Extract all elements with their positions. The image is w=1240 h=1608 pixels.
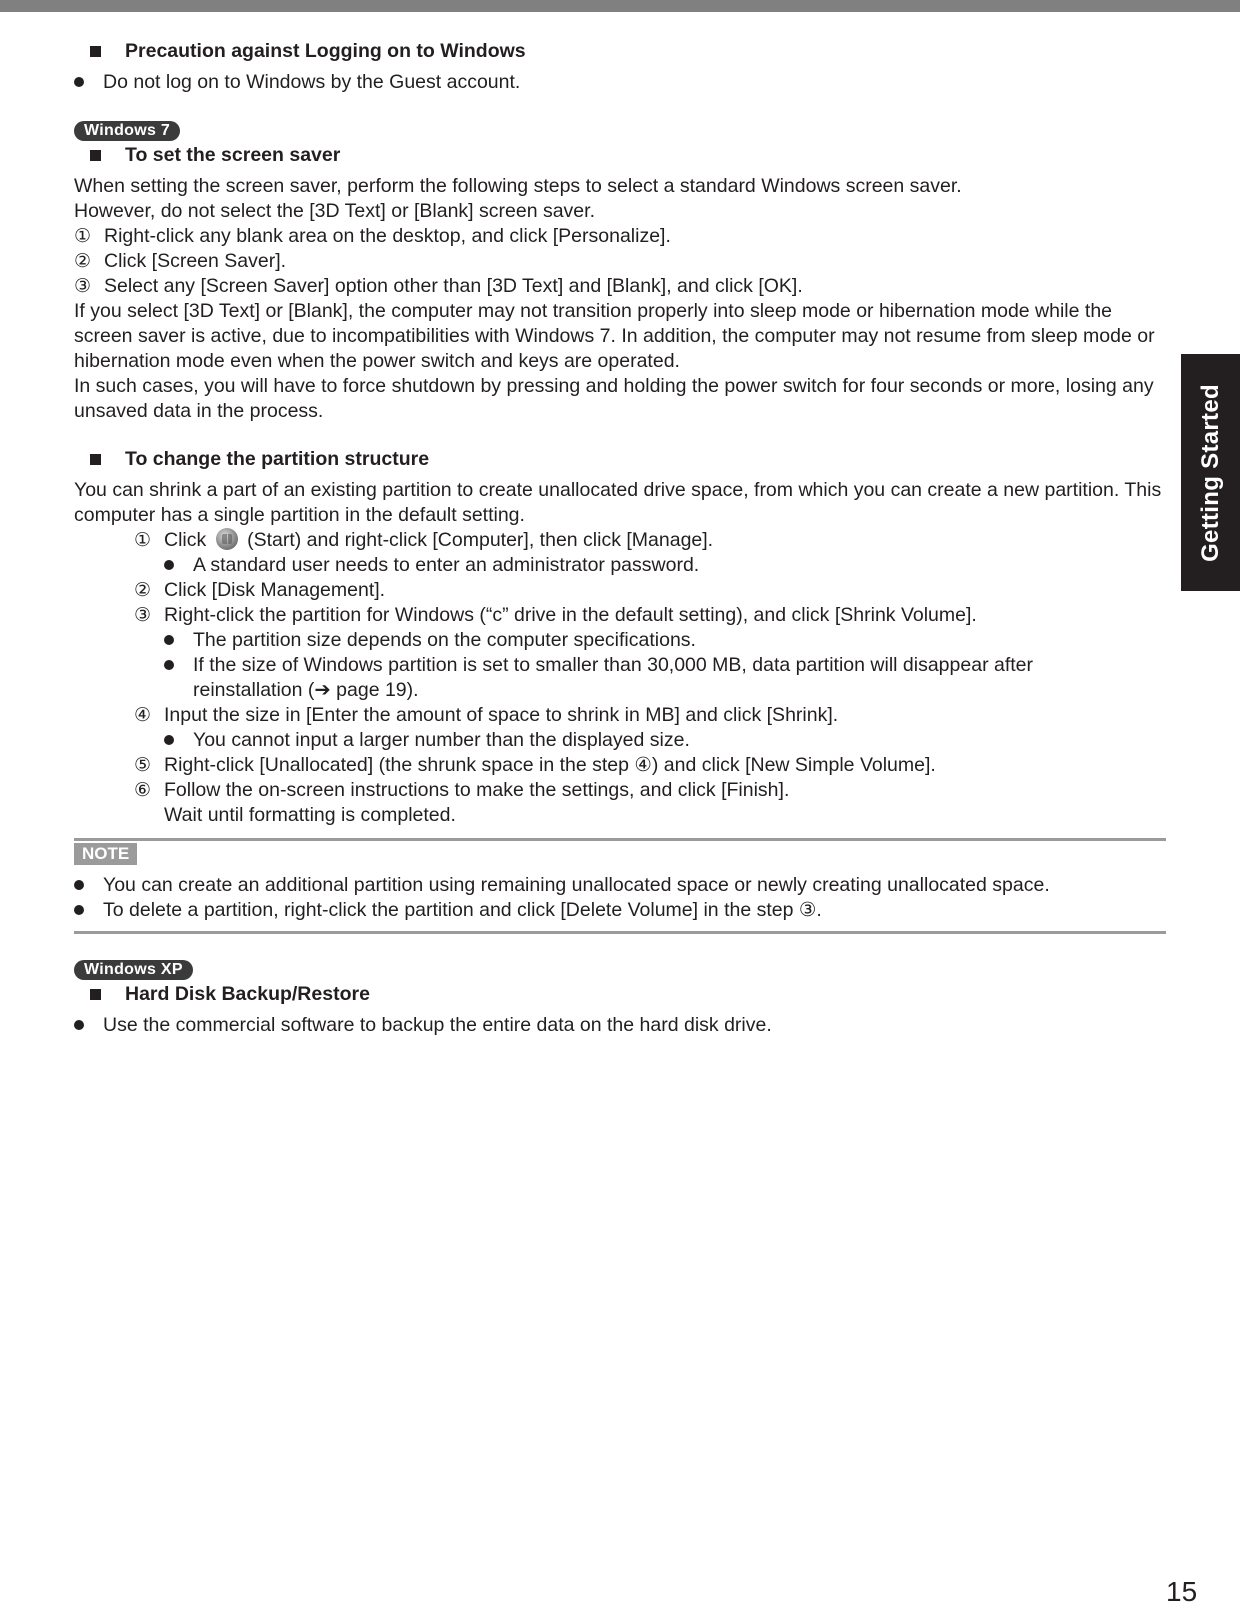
paragraph: However, do not select the [3D Text] or [Blank] screen saver. (74, 200, 595, 222)
paragraph: In such cases, you will have to force shutdown by pressing and holding the power switch for four seconds or more, losing any unsaved data in the process. (74, 375, 1154, 422)
paragraph: If you select [3D Text] or [Blank], the computer may not transition properly into sleep mode or hibernation mode while the screen saver is active, due to incompatibilities with Windows 7. In addition, the computer may not resume from sleep mode or hibernation mode even when the power switch and keys are operated. (74, 300, 1155, 372)
step-item: ② Click [Screen Saver]. (74, 250, 287, 272)
arrow-right-icon: ➔ (314, 679, 331, 701)
step-item: ④ Input the size in [Enter the amount of space to shrink in MB] and click [Shrink]. (134, 704, 839, 726)
top-bar (0, 0, 1240, 12)
bullet-icon (164, 735, 174, 745)
bullet-icon (74, 77, 84, 87)
list-item: The partition size depends on the computer specifications. (134, 628, 1166, 653)
step-item: ⑤ Right-click [Unallocated] (the shrunk space in the step ④) and click [New Simple Volume]. (134, 754, 936, 776)
note-label: NOTE (74, 843, 137, 865)
bullet-icon (164, 660, 174, 670)
list-item: A standard user needs to enter an administrator password. (134, 553, 1166, 578)
side-tab-getting-started (1181, 354, 1240, 591)
badge-windows-7: Windows 7 (74, 121, 180, 141)
bullet-icon (164, 635, 174, 645)
paragraph: When setting the screen saver, perform the following steps to select a standard Windows screen saver. (74, 175, 962, 197)
side-tab-label: Getting Started (1196, 383, 1224, 562)
paragraph: You can shrink a part of an existing partition to create unallocated drive space, from which you can create a new partition. This computer has a single partition in the default setting. (74, 479, 1162, 526)
square-bullet-icon (90, 454, 101, 465)
page-number: 15 (1166, 1576, 1198, 1607)
list-item: Use the commercial software to backup the entire data on the hard disk drive. (74, 1013, 1166, 1038)
step-item: ③ Select any [Screen Saver] option other than [3D Text] and [Blank], and click [OK]. (74, 275, 803, 297)
heading-backup: Hard Disk Backup/Restore (74, 981, 1166, 1007)
square-bullet-icon (90, 46, 101, 57)
heading-screen-saver: To set the screen saver (74, 142, 1166, 168)
list-item: To delete a partition, right-click the partition and click [Delete Volume] in the step ③. (74, 898, 1166, 923)
note-box (74, 838, 1166, 934)
page-content (74, 38, 1166, 1038)
bullet-icon (74, 905, 84, 915)
list-item: You can create an additional partition using remaining unallocated space or newly creating unallocated space. (74, 873, 1166, 898)
list-item: Do not log on to Windows by the Guest account. (74, 70, 1166, 95)
step-item: ② Click [Disk Management]. (134, 579, 386, 601)
badge-windows-xp: Windows XP (74, 960, 193, 980)
step-item: ① Right-click any blank area on the desktop, and click [Personalize]. (74, 225, 671, 247)
square-bullet-icon (90, 989, 101, 1000)
bullet-icon (164, 560, 174, 570)
bullet-icon (74, 880, 84, 890)
heading-partition: To change the partition structure (74, 446, 1166, 472)
heading-logon: Precaution against Logging on to Windows (74, 38, 1166, 64)
bullet-icon (74, 1020, 84, 1030)
list-item: If the size of Windows partition is set to smaller than 30,000 MB, data partition will disappear after reinstallation (➔ page 19). (134, 653, 1166, 703)
step-item: ① Click (Start) and right-click [Computer], then click [Manage]. (134, 529, 714, 551)
windows-start-icon (216, 528, 238, 550)
step-item: ⑥ Follow the on-screen instructions to make the settings, and click [Finish]. Wait until formatting is completed. (134, 779, 790, 826)
step-item: ③ Right-click the partition for Windows (“c” drive in the default setting), and click [Shrink Volume]. (134, 604, 977, 626)
square-bullet-icon (90, 150, 101, 161)
list-item: You cannot input a larger number than the displayed size. (134, 728, 1166, 753)
